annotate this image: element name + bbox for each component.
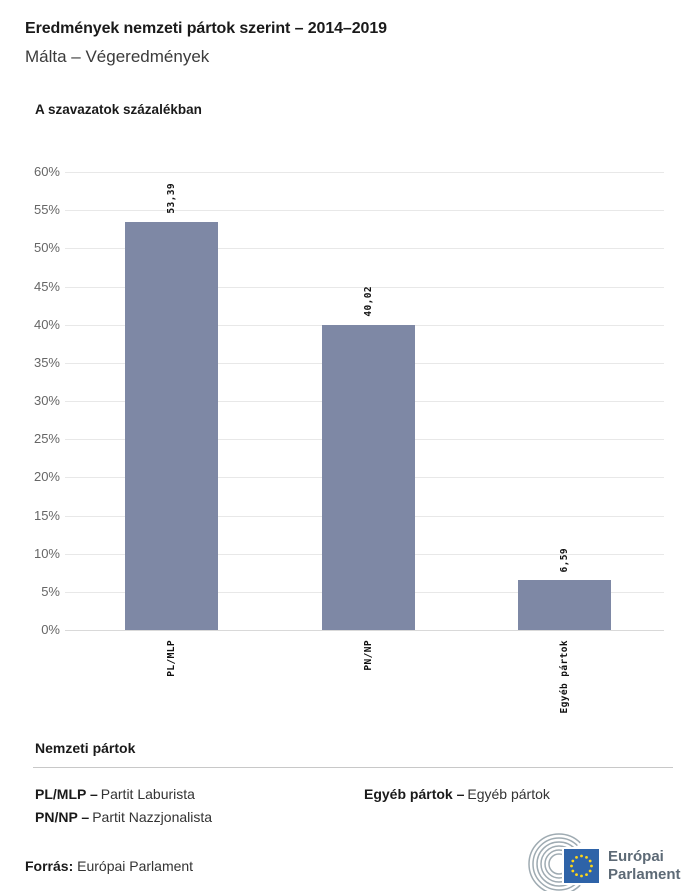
legend-heading: Nemzeti pártok [35, 740, 136, 756]
bar-value-label: 53,39 [165, 183, 177, 214]
page-subtitle: Málta – Végeredmények [25, 47, 210, 66]
y-axis-tick-label: 45% [33, 278, 60, 294]
y-axis-tick-label: 20% [33, 469, 60, 485]
y-axis-tick-label: 0% [41, 622, 60, 637]
legend-entry [35, 809, 212, 825]
bar-PL/MLP [125, 222, 218, 630]
source-line [25, 858, 193, 874]
y-axis-tick-label: 40% [33, 316, 60, 332]
legend-entry [364, 786, 550, 802]
eu-star-icon [589, 870, 592, 873]
legend-entry-abbr: PN/NP – [35, 809, 90, 825]
eu-star-icon [571, 870, 574, 873]
eu-star-icon [570, 865, 573, 868]
x-axis-category-label: PN/NP [362, 640, 374, 671]
eu-star-icon [585, 856, 588, 859]
gridline [65, 630, 664, 631]
legend-entry-name: Partit Laburista [100, 786, 195, 802]
y-axis-tick-label: 15% [33, 507, 60, 523]
legend-entry-name: Egyéb pártok [467, 786, 550, 802]
legend-entry-abbr: PL/MLP – [35, 786, 98, 802]
gridline [65, 172, 664, 173]
source-label: Forrás: [25, 858, 74, 874]
chart-title: A szavazatok százalékban [35, 102, 202, 117]
y-axis-tick-label: 25% [33, 431, 60, 447]
logo-text-line2: Parlament [608, 866, 681, 883]
eu-flag-icon [563, 848, 600, 884]
y-axis-tick-label: 10% [33, 545, 60, 561]
logo-text-line1: Európai [608, 848, 664, 865]
eu-star-icon [590, 865, 593, 868]
eu-star-icon [575, 873, 578, 876]
eu-star-icon [589, 860, 592, 863]
eu-star-icon [580, 875, 583, 878]
gridline [65, 210, 664, 211]
eu-star-icon [571, 860, 574, 863]
x-axis-category-label: Egyéb pártok [558, 640, 570, 714]
y-axis-tick-label: 5% [41, 583, 60, 599]
bar-PN/NP [322, 325, 415, 630]
y-axis-tick-label: 55% [33, 202, 60, 218]
x-axis-category-label: PL/MLP [165, 640, 177, 677]
european-parliament-logo [528, 833, 700, 891]
legend-divider [33, 767, 673, 768]
legend-entry-name: Partit Nazzjonalista [92, 809, 213, 825]
bar-value-label: 40,02 [362, 286, 374, 317]
eu-star-icon [575, 856, 578, 859]
bar-Egyéb pártok [518, 580, 611, 630]
eu-star-icon [580, 855, 583, 858]
legend-entry [35, 786, 195, 802]
legend-entry-abbr: Egyéb pártok – [364, 786, 465, 802]
page-title: Eredmények nemzeti pártok szerint – 2014–2019 [25, 20, 387, 37]
y-axis-tick-label: 50% [33, 240, 60, 256]
bar-value-label: 6,59 [558, 547, 570, 572]
y-axis-tick-label: 60% [33, 164, 60, 179]
y-axis-tick-label: 35% [33, 354, 60, 370]
eu-star-icon [585, 873, 588, 876]
y-axis-tick-label: 30% [33, 393, 60, 408]
source-text: Európai Parlament [77, 858, 194, 874]
